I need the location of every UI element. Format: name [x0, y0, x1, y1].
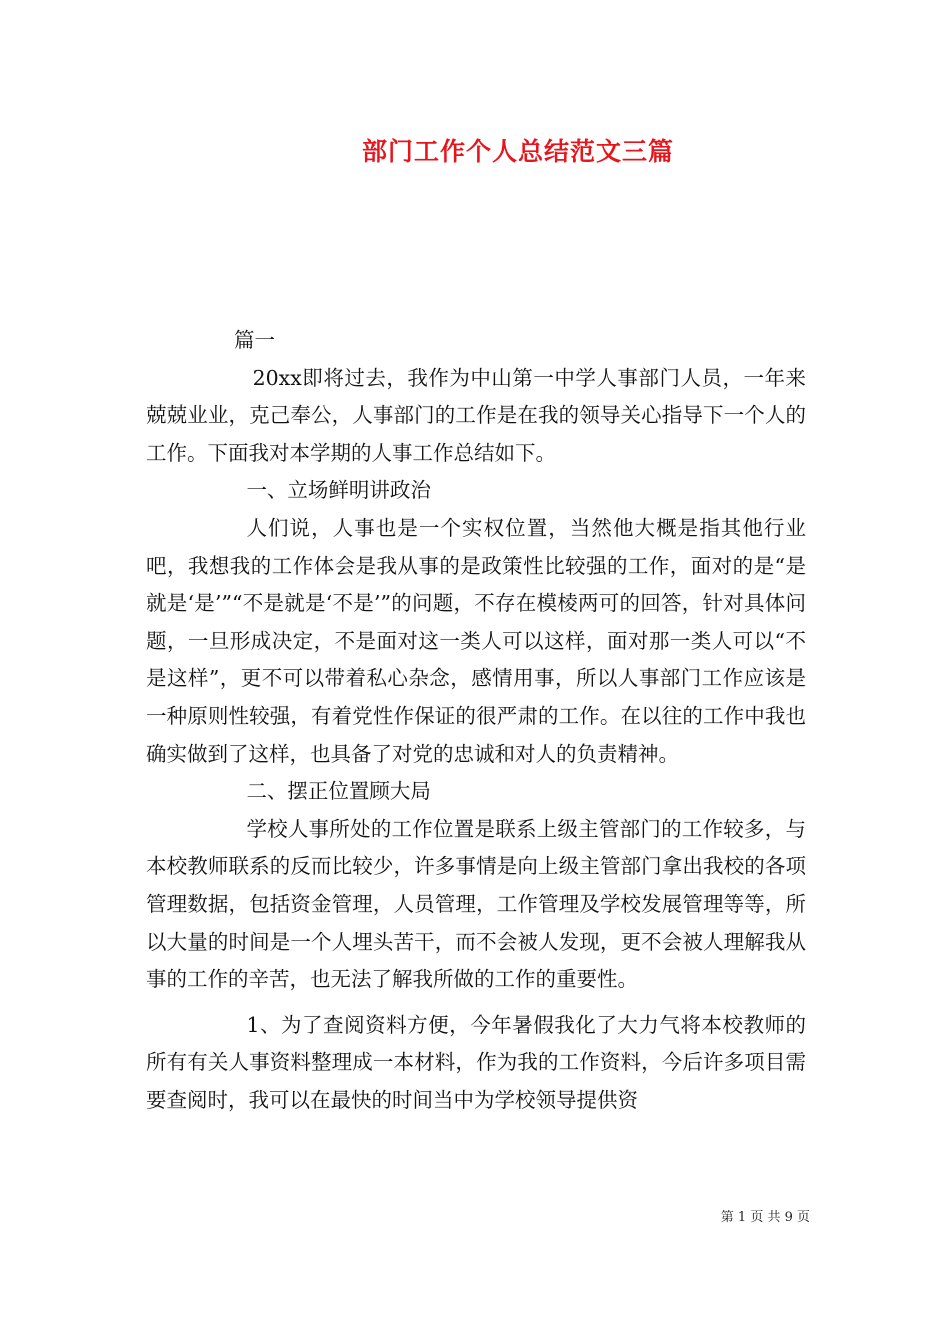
paragraph-politics: 人们说，人事也是一个实权位置，当然他大概是指其他行业吧，我想我的工作体会是我从事的是政策性比较强的工作，面对的是“是就是‘是’”“不是就是‘不是’”的问题，不存在模棱两可的回答，针对具体问题，一旦形成决定，不是面对这一类人可以这样，面对那一类人可以“不是这样”，更不可以带着私心杂念，感情用事，所以人事部门工作应该是一种原则性较强，有着党性作保证的很严肃的工作。在以往的工作中我也确实做到了这样，也具备了对党的忠诚和对人的负责精神。 [146, 515, 806, 766]
heading-two: 二、摆正位置顾大局 [246, 779, 431, 804]
paragraph-intro: 20xx即将过去，我作为中山第一中学人事部门人员，一年来兢兢业业，克己奉公，人事部门的工作是在我的领导关心指导下一个人的工作。下面我对本学期的人事工作总结如下。 [146, 365, 806, 465]
paragraph-position: 学校人事所处的工作位置是联系上级主管部门的工作较多，与本校教师联系的反而比较少，许多事情是向上级主管部门拿出我校的各项管理数据，包括资金管理，人员管理，工作管理及学校发展管理等等，所以大量的时间是一个人埋头苦干，而不会被人发现，更不会被人理解我从事的工作的辛苦，也无法了解我所做的工作的重要性。 [146, 816, 806, 992]
heading-one: 一、立场鲜明讲政治 [246, 478, 431, 503]
page-number-footer: 第 1 页 共 9 页 [720, 1210, 810, 1225]
paragraph-item-one: 1、为了查阅资料方便，今年暑假我化了大力气将本校教师的所有有关人事资料整理成一本材料，作为我的工作资料，今后许多项目需要查阅时，我可以在最快的时间当中为学校领导提供资 [146, 1012, 806, 1112]
document-body [146, 322, 806, 1119]
section-label: 篇一 [234, 328, 275, 352]
document-title: 部门工作个人总结范文三篇 [361, 137, 674, 166]
